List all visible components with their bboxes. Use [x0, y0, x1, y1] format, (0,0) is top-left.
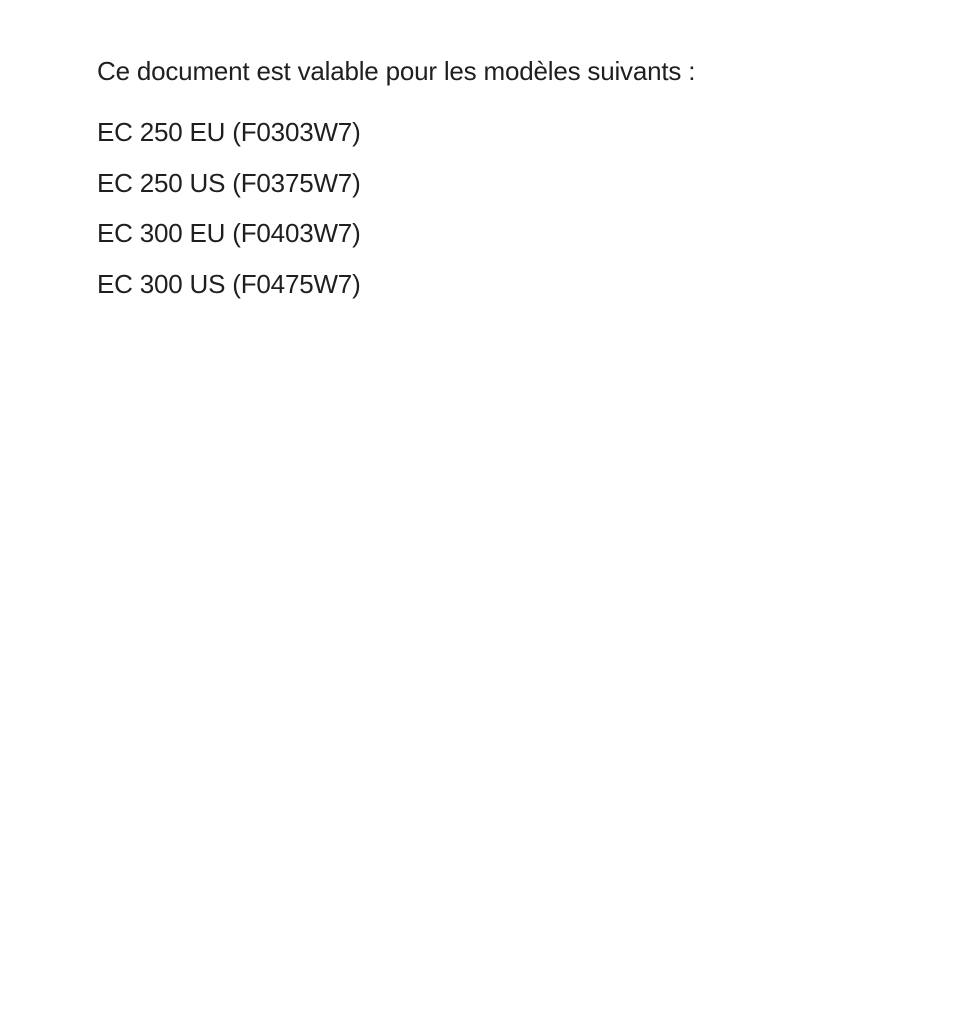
model-item: EC 300 EU (F0403W7) [97, 218, 361, 248]
model-item: EC 250 US (F0375W7) [97, 167, 361, 198]
intro-text: Ce document est valable pour les modèles suivants : [97, 56, 696, 86]
model-item: EC 250 EU (F0303W7) [97, 117, 361, 147]
model-list [97, 107, 917, 309]
model-item: EC 300 US (F0475W7) [97, 268, 361, 299]
document-body [97, 50, 917, 309]
